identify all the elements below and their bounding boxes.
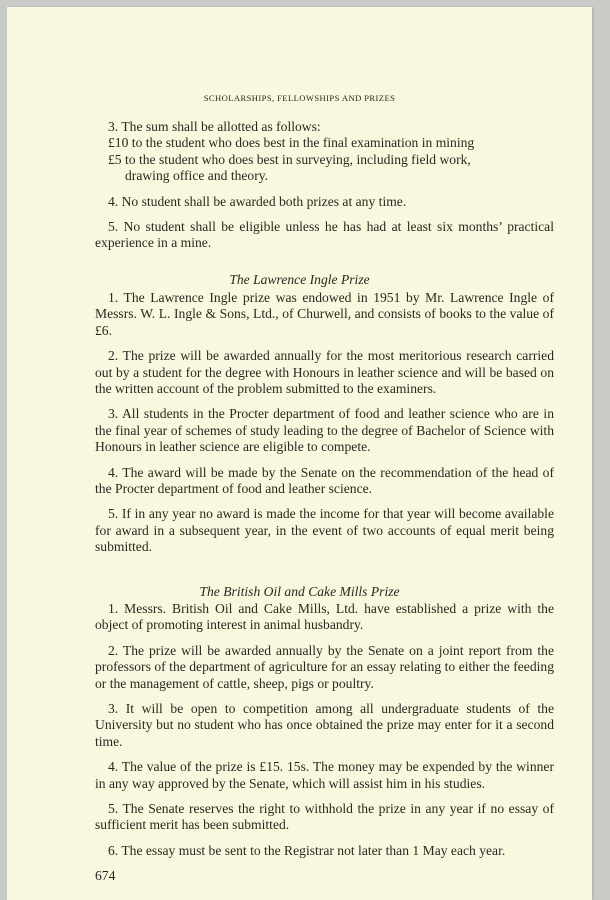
continued-rules bbox=[95, 119, 554, 252]
british-rule-4: 4. The value of the prize is £15. 15s. The money may be expended by the winner in any way approved by the Senate, which will assist him in his studies. bbox=[95, 759, 554, 791]
lawrence-rule-4: 4. The award will be made by the Senate on the recommendation of the head of the Procter department of food and leather science. bbox=[95, 464, 554, 497]
british-rule-1: 1. Messrs. British Oil and Cake Mills, Ltd. have established a prize with the object of promoting interest in animal husbandry. bbox=[95, 601, 554, 633]
rule-3-award-mining: £10 to the student who does best in the final examination in mining bbox=[108, 135, 475, 151]
lawrence-rule-5: 5. If in any year no award is made the income for that year will become available for award in a subsequent year, in the event of two accounts of equal merit being submitted. bbox=[95, 506, 554, 555]
british-rule-5: 5. The Senate reserves the right to withhold the prize in any year if no essay of sufficient merit has been submitted. bbox=[95, 801, 554, 833]
british-oil-rules bbox=[95, 601, 554, 859]
page-number: 674 bbox=[95, 868, 116, 883]
lawrence-rule-2: 2. The prize will be awarded annually for the most meritorious research carried out by a student for the degree with Honours in leather science and will be based on the written account of the problem submitted to the examiners. bbox=[95, 348, 554, 397]
rule-5: 5. No student shall be eligible unless he has had at least six months’ practical experience in a mine. bbox=[95, 219, 554, 251]
lawrence-ingle-rules bbox=[95, 290, 554, 556]
section-title-british-oil: The British Oil and Cake Mills Prize bbox=[199, 584, 400, 599]
rule-3: 3. The sum shall be allotted as follows: bbox=[108, 119, 321, 134]
running-head: SCHOLARSHIPS, FELLOWSHIPS AND PRIZES bbox=[203, 93, 396, 103]
rule-3-award-surveying: £5 to the student who does best in surveying, including field work, bbox=[108, 151, 471, 167]
rule-4: 4. No student shall be awarded both prizes at any time. bbox=[108, 193, 407, 209]
british-rule-2: 2. The prize will be awarded annually by the Senate on a joint report from the professors of the department of agriculture for an essay relating to either the feeding or the management of cattle, sheep, pigs or poultry. bbox=[95, 642, 554, 691]
british-rule-3: 3. It will be open to competition among all undergraduate students of the University but no student who has once obtained the prize may enter for it a second time. bbox=[95, 701, 554, 749]
lawrence-rule-3: 3. All students in the Procter department of food and leather science who are in the final year of schemes of study leading to the degree of Bachelor of Science with Honours in leather science are eligible to compete. bbox=[95, 406, 554, 455]
section-title-lawrence-ingle: The Lawrence Ingle Prize bbox=[229, 272, 370, 287]
lawrence-rule-1: 1. The Lawrence Ingle prize was endowed in 1951 by Mr. Lawrence Ingle of Messrs. W. L. Ingle & Sons, Ltd., of Churwell, and consists of books to the value of £6. bbox=[95, 290, 554, 338]
rule-3-award-surveying-cont: drawing office and theory. bbox=[125, 168, 269, 184]
british-rule-6: 6. The essay must be sent to the Registrar not later than 1 May each year. bbox=[108, 842, 506, 858]
page-sheet bbox=[7, 7, 592, 900]
